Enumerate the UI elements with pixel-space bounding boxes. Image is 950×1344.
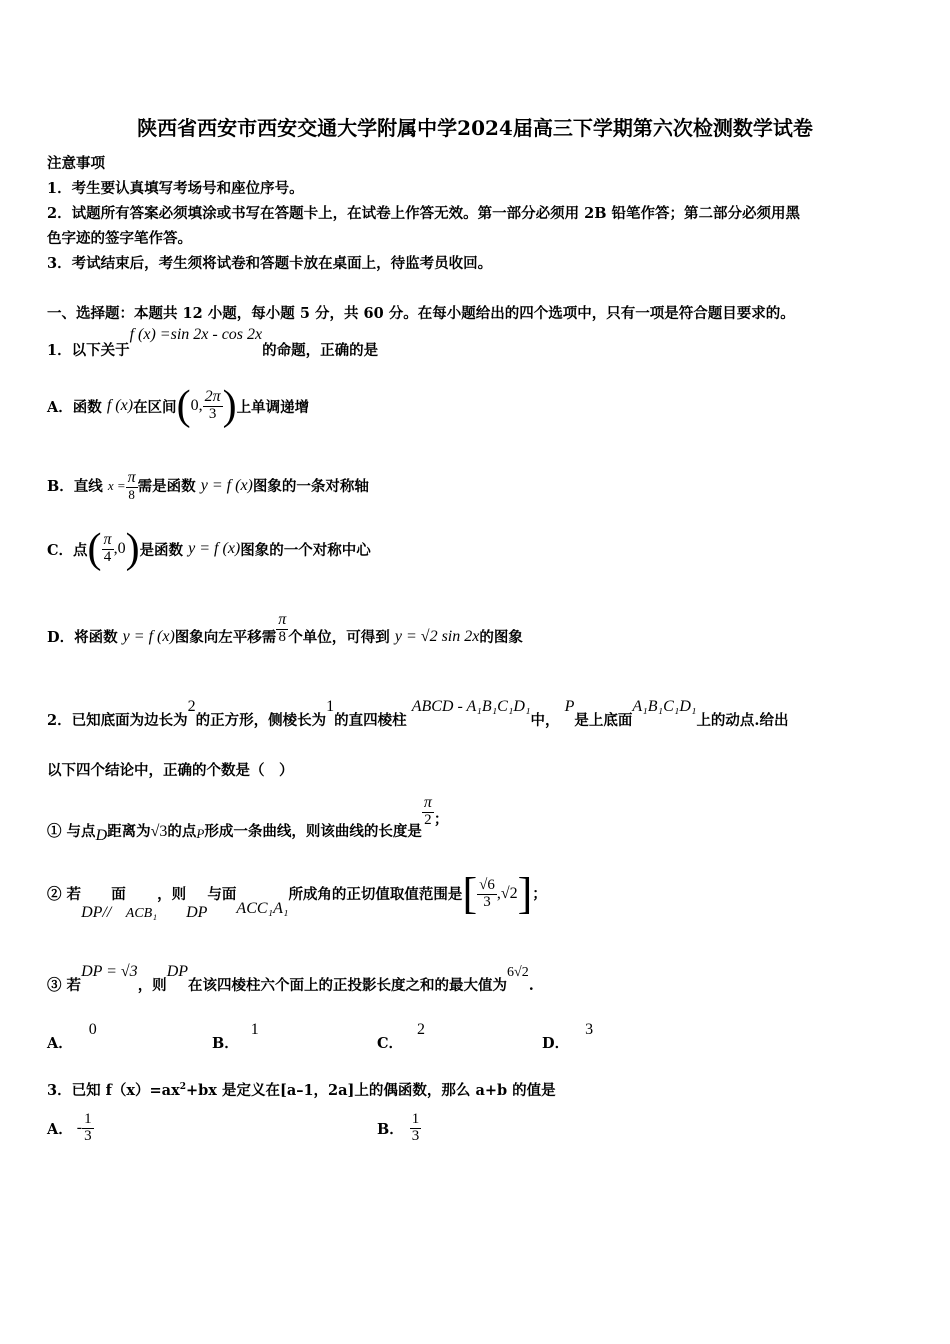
q1-option-d[interactable]: D．将函数 y = f (x)图象向左平移需 $\frac{\pi}{8}$ 个单位，可得到 y = √2 sin 2x的图象 [47, 611, 523, 647]
q1-option-a[interactable]: A．函数 f (x)在区间(0, $\frac{2\pi}{3}$ )上单调递增 [47, 383, 310, 429]
q3-option-a[interactable]: A． - $\frac{1}{3}$ [47, 1111, 92, 1144]
question-2-stem: 2．已知底面为边长为2的正方形，侧棱长为1的直四棱柱 ABCD - A₁B₁C₁D₁中， P是上底面A₁B₁C₁D₁上的动点.给出 [47, 698, 789, 729]
question-3-stem: 3．已知 $f(x)=ax^2+bx$ 是定义在[a–1，2a]上的偶函数，那么 a+b 的值是 [47, 1082, 556, 1099]
notice-item-2b: 色字迹的签字笔作答。 [47, 230, 192, 247]
notice-item-3: 3．考试结束后，考生须将试卷和答题卡放在桌面上，待监考员收回。 [47, 255, 493, 272]
section-1-heading: 一、选择题：本题共 12 小题，每小题 5 分，共 60 分。在每小题给出的四个选项中，只有一项是符合题目要求的。 [47, 305, 795, 322]
notice-heading: 注意事项 [47, 155, 105, 172]
q2-option-c[interactable]: C．2 [377, 1021, 426, 1052]
question-2-stem-line2: 以下四个结论中，正确的个数是（ ） [47, 762, 294, 779]
q2-statement-3: ③ 若DP = √3，则DP在该四棱柱六个面上的正投影长度之和的最大值为6√2. [47, 963, 534, 994]
question-1-stem: 1．以下关于f (x) =sin 2x - cos 2x的命题，正确的是 [47, 326, 379, 359]
q1-option-c[interactable]: C．点( $\frac{\pi}{4}$ ,0)是函数 y = f (x)图象的一个对称中心 [47, 526, 371, 572]
q3-option-b[interactable]: B． $\frac{1}{3}$ [377, 1111, 420, 1144]
notice-item-2a: 2．试题所有答案必须填涂或书写在答题卡上，在试卷上作答无效。第一部分必须用 2B 铅笔作答；第二部分必须用黑 [47, 205, 801, 222]
q1-option-b[interactable]: B．直线 x = $\frac{\pi}{8}$ 需是函数 y = f (x)图象的一条对称轴 [47, 469, 369, 502]
notice-item-1: 1．考生要认真填写考场号和座位序号。 [47, 180, 304, 197]
q2-option-d[interactable]: D．3 [542, 1021, 594, 1052]
q2-statement-1: ① 与点D距离为√3的点$_P$形成一条曲线，则该曲线的长度是 $\frac{\pi}{2}$ ； [47, 794, 449, 845]
q2-option-a[interactable]: A．0 [47, 1021, 97, 1052]
exam-title: 陕西省西安市西安交通大学附属中学2024届高三下学期第六次检测数学试卷 [137, 116, 813, 140]
q2-statement-2: ② 若DP//面ACB₁，则DP与面ACC₁A₁所成角的正切值取值范围是[ $\frac{√6}{3}$ ,√2]； [47, 869, 547, 921]
q1-formula: f (x) =sin 2x - cos 2x [129, 326, 263, 343]
q2-option-b[interactable]: B．1 [212, 1021, 259, 1052]
